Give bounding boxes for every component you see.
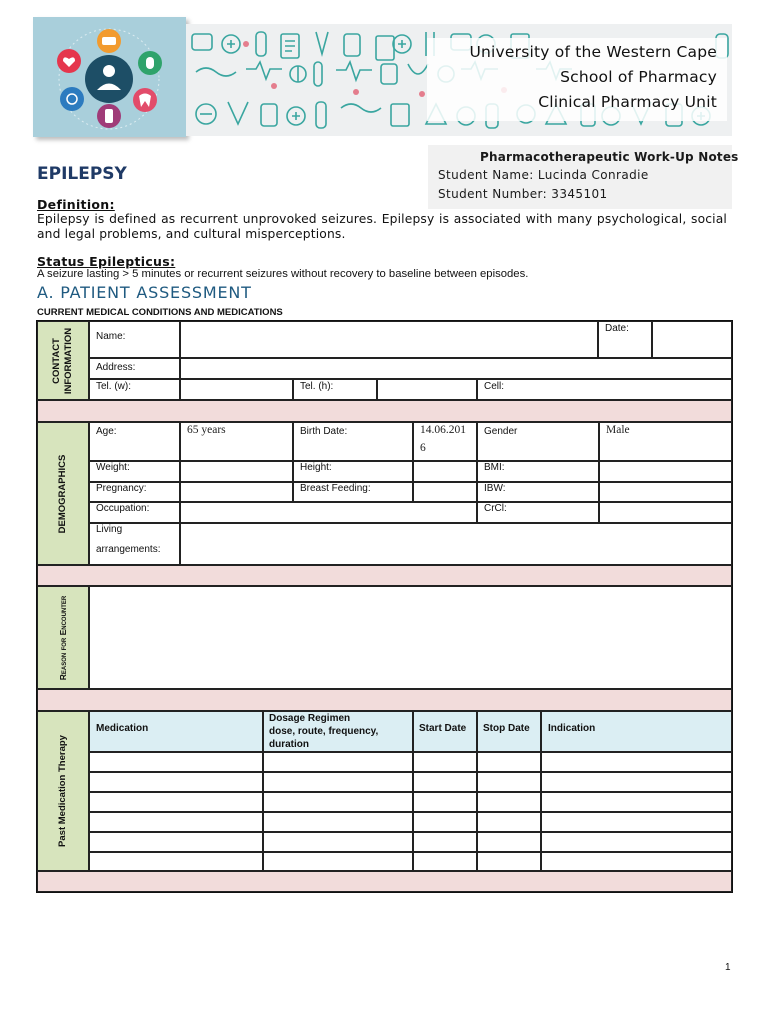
birth-label: Birth Date: <box>300 426 348 437</box>
pregnancy-label-cell <box>89 482 180 502</box>
past-medication-label: Past Medication Therapy <box>57 735 68 847</box>
contact-label-line1: CONTACT <box>51 337 62 384</box>
subheading: CURRENT MEDICAL CONDITIONS AND MEDICATIONS <box>37 307 283 318</box>
reason-side-label <box>37 586 89 689</box>
living-label-2: arrangements: <box>96 544 161 555</box>
start-date-header-label: Start Date <box>419 723 467 734</box>
height-label: Height: <box>300 462 332 473</box>
table-cell[interactable] <box>263 792 413 812</box>
indication-header-label: Indication <box>548 723 596 734</box>
age-value: 65 years <box>187 424 226 436</box>
age-field[interactable] <box>180 422 293 461</box>
birth-date-value-1: 14.06.201 <box>420 424 466 436</box>
separator-bar <box>37 689 732 711</box>
gender-field[interactable] <box>599 422 732 461</box>
birth-date-value-2: 6 <box>420 442 426 454</box>
definition-text: Epilepsy is defined as recurrent unprovoked seizures. Epilepsy is associated with many psychological, social and legal problems, and cultural misperceptions. <box>37 212 727 241</box>
table-cell[interactable] <box>477 812 541 832</box>
table-cell[interactable] <box>413 792 477 812</box>
tel-h-label-cell <box>293 379 377 400</box>
table-cell[interactable] <box>89 832 263 852</box>
school-name: School of Pharmacy <box>560 68 717 86</box>
table-cell[interactable] <box>89 752 263 772</box>
table-cell[interactable] <box>263 812 413 832</box>
crcl-field[interactable] <box>599 502 732 523</box>
tel-w-field[interactable] <box>180 379 293 400</box>
birth-label-cell <box>293 422 413 461</box>
medication-rows <box>89 752 732 871</box>
table-cell[interactable] <box>477 792 541 812</box>
dosage-header-line3: duration <box>269 739 309 750</box>
table-cell[interactable] <box>541 812 732 832</box>
height-label-cell <box>293 461 413 482</box>
name-field[interactable] <box>180 321 598 358</box>
reason-for-encounter-field[interactable] <box>89 586 732 689</box>
table-cell[interactable] <box>477 852 541 871</box>
weight-label: Weight: <box>96 462 130 473</box>
university-name: University of the Western Cape <box>469 43 717 61</box>
crcl-label-cell <box>477 502 599 523</box>
medication-header-label: Medication <box>96 723 149 734</box>
table-cell[interactable] <box>477 752 541 772</box>
ibw-label: IBW: <box>484 483 506 494</box>
occupation-label-cell <box>89 502 180 523</box>
table-cell[interactable] <box>89 852 263 871</box>
table-cell[interactable] <box>89 812 263 832</box>
table-cell[interactable] <box>263 752 413 772</box>
age-label-cell <box>89 422 180 461</box>
gender-value: Male <box>606 424 630 436</box>
indication-header <box>541 711 732 752</box>
table-cell[interactable] <box>477 832 541 852</box>
table-cell[interactable] <box>541 832 732 852</box>
table-cell[interactable] <box>477 772 541 792</box>
table-cell[interactable] <box>413 772 477 792</box>
table-cell[interactable] <box>89 792 263 812</box>
address-label-cell <box>89 358 180 379</box>
status-text: A seizure lasting > 5 minutes or recurrent seizures without recovery to baseline between episodes. <box>37 268 529 280</box>
address-field[interactable] <box>180 358 732 379</box>
bmi-label: BMI: <box>484 462 505 473</box>
separator-bar <box>37 565 732 586</box>
gender-label: Gender <box>484 426 518 437</box>
unit-name: Clinical Pharmacy Unit <box>538 93 717 111</box>
breast-feeding-label: Breast Feeding: <box>300 483 371 494</box>
start-date-header <box>413 711 477 752</box>
crcl-label: CrCl: <box>484 503 507 514</box>
ibw-label-cell <box>477 482 599 502</box>
table-cell[interactable] <box>541 772 732 792</box>
tel-w-label-cell <box>89 379 180 400</box>
status-heading: Status Epilepticus: <box>37 254 176 269</box>
bmi-label-cell <box>477 461 599 482</box>
occupation-label: Occupation: <box>96 503 150 514</box>
definition-heading: Definition: <box>37 197 115 212</box>
student-number: Student Number: 3345101 <box>438 187 608 201</box>
page-title: EPILEPSY <box>37 164 127 184</box>
reason-label: Reason for Encounter <box>58 595 68 680</box>
health-logo <box>33 17 186 137</box>
address-label: Address: <box>96 362 136 373</box>
cell-label: Cell: <box>484 381 505 392</box>
table-cell[interactable] <box>413 752 477 772</box>
table-cell[interactable] <box>263 852 413 871</box>
ibw-field[interactable] <box>599 482 732 502</box>
table-cell[interactable] <box>541 752 732 772</box>
date-field[interactable] <box>652 321 732 358</box>
tel-h-field[interactable] <box>377 379 477 400</box>
weight-field[interactable] <box>180 461 293 482</box>
demographics-side-label <box>37 422 89 565</box>
breast-feeding-field[interactable] <box>413 482 477 502</box>
demographics-label: DEMOGRAPHICS <box>57 454 68 533</box>
living-arrangements-field[interactable] <box>180 523 732 565</box>
name-label-cell <box>89 321 180 358</box>
university-header <box>427 38 727 121</box>
height-field[interactable] <box>413 461 477 482</box>
separator-bar <box>37 400 732 422</box>
tel-h-label: Tel. (h): <box>300 381 334 392</box>
table-cell[interactable] <box>89 772 263 792</box>
table-cell[interactable] <box>413 832 477 852</box>
cell-field[interactable] <box>477 379 732 400</box>
dosage-header-line2: dose, route, frequency, <box>269 726 379 737</box>
age-label: Age: <box>96 426 117 437</box>
patient-assessment-form <box>36 320 733 893</box>
pregnancy-field[interactable] <box>180 482 293 502</box>
medication-header <box>89 711 263 752</box>
pregnancy-label: Pregnancy: <box>96 483 147 494</box>
stop-date-header <box>477 711 541 752</box>
birth-date-field[interactable] <box>413 422 477 461</box>
student-name: Student Name: Lucinda Conradie <box>438 168 649 182</box>
date-label-cell <box>598 321 652 358</box>
name-label: Name: <box>96 331 126 342</box>
gender-label-cell <box>477 422 599 461</box>
section-heading: A. PATIENT ASSESSMENT <box>37 283 252 302</box>
living-label-1: Living <box>96 524 123 535</box>
dosage-header-line1: Dosage Regimen <box>269 713 351 724</box>
dosage-header <box>263 711 413 752</box>
table-cell[interactable] <box>263 772 413 792</box>
bmi-field[interactable] <box>599 461 732 482</box>
table-cell[interactable] <box>413 852 477 871</box>
breast-label-cell <box>293 482 413 502</box>
table-cell[interactable] <box>413 812 477 832</box>
contact-side-label <box>37 321 89 400</box>
past-medication-side-label <box>37 711 89 871</box>
date-label: Date: <box>605 323 629 334</box>
table-cell[interactable] <box>541 792 732 812</box>
stop-date-header-label: Stop Date <box>483 723 530 734</box>
notes-title: Pharmacotherapeutic Work-Up Notes <box>480 150 739 164</box>
table-cell[interactable] <box>541 852 732 871</box>
weight-label-cell <box>89 461 180 482</box>
occupation-field[interactable] <box>180 502 477 523</box>
tel-w-label: Tel. (w): <box>96 381 131 392</box>
table-cell[interactable] <box>263 832 413 852</box>
living-label-cell <box>89 523 180 565</box>
contact-label-line2: INFORMATION <box>63 327 74 394</box>
page-number: 1 <box>725 962 731 973</box>
separator-bar <box>37 871 732 892</box>
